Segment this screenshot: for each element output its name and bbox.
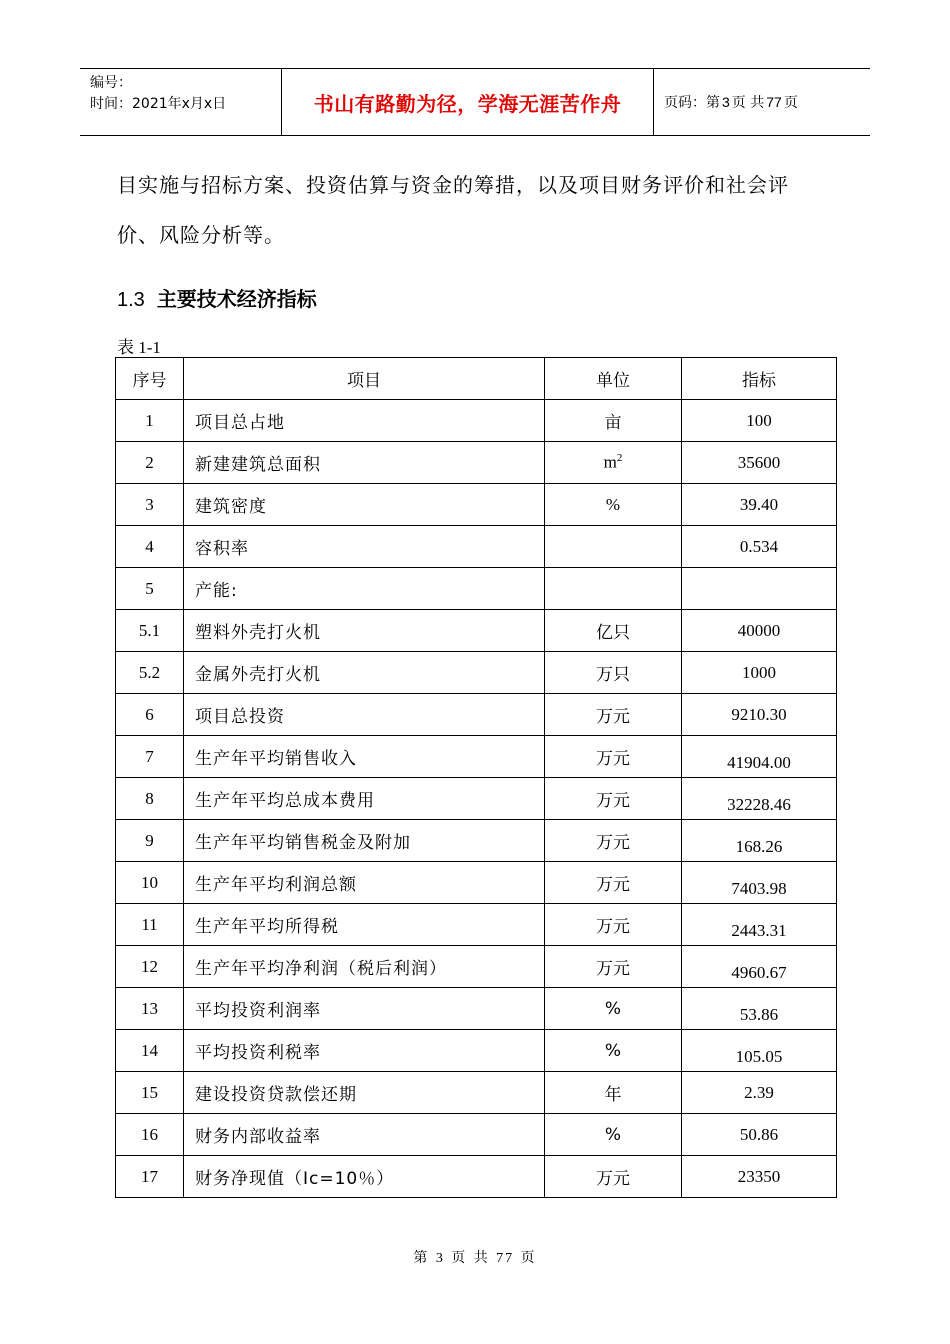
row-value: 41904.00 bbox=[682, 736, 837, 778]
row-item: 新建建筑总面积 bbox=[184, 442, 545, 484]
row-item: 平均投资利润率 bbox=[184, 988, 545, 1030]
row-no: 6 bbox=[116, 694, 184, 736]
table-row bbox=[116, 442, 837, 484]
row-unit: 亿只 bbox=[545, 610, 682, 652]
row-no: 15 bbox=[116, 1072, 184, 1114]
row-item: 项目总投资 bbox=[184, 694, 545, 736]
row-value: 2.39 bbox=[682, 1072, 837, 1114]
row-no: 5.2 bbox=[116, 652, 184, 694]
footer-prefix: 第 bbox=[413, 1250, 430, 1266]
table-row bbox=[116, 988, 837, 1030]
table-row bbox=[116, 1072, 837, 1114]
table-row bbox=[116, 694, 837, 736]
header-code-label: 编号： bbox=[90, 75, 132, 91]
row-unit: % bbox=[545, 988, 682, 1030]
header-page-mid: 页 共 bbox=[731, 95, 765, 111]
row-unit bbox=[545, 526, 682, 568]
row-no: 12 bbox=[116, 946, 184, 988]
table-caption: 表 1-1 bbox=[117, 338, 161, 357]
row-value: 2443.31 bbox=[682, 904, 837, 946]
page-footer bbox=[0, 1247, 950, 1267]
header-page-prefix: 页码：第 bbox=[664, 95, 720, 111]
row-unit: 万只 bbox=[545, 652, 682, 694]
row-no: 9 bbox=[116, 820, 184, 862]
row-item: 金属外壳打火机 bbox=[184, 652, 545, 694]
row-unit: 年 bbox=[545, 1072, 682, 1114]
header-value: 指标 bbox=[682, 358, 837, 400]
row-unit: 万元 bbox=[545, 736, 682, 778]
header-page-current: 3 bbox=[722, 94, 730, 110]
row-value: 40000 bbox=[682, 610, 837, 652]
table-row bbox=[116, 778, 837, 820]
row-unit: % bbox=[545, 1114, 682, 1156]
table-row bbox=[116, 904, 837, 946]
row-value: 39.40 bbox=[682, 484, 837, 526]
table-row bbox=[116, 1156, 837, 1198]
row-item: 平均投资利税率 bbox=[184, 1030, 545, 1072]
table-row bbox=[116, 1114, 837, 1156]
row-no: 3 bbox=[116, 484, 184, 526]
row-unit: 万元 bbox=[545, 694, 682, 736]
row-unit bbox=[545, 442, 682, 484]
row-no: 8 bbox=[116, 778, 184, 820]
header-page-info bbox=[654, 69, 870, 135]
row-no: 5 bbox=[116, 568, 184, 610]
header-page-suffix: 页 bbox=[783, 95, 798, 111]
row-unit: 亩 bbox=[545, 400, 682, 442]
row-no: 5.1 bbox=[116, 610, 184, 652]
row-item: 财务内部收益率 bbox=[184, 1114, 545, 1156]
row-unit: 万元 bbox=[545, 1156, 682, 1198]
row-item: 财务净现值（Ic=10％） bbox=[184, 1156, 545, 1198]
header-item: 项目 bbox=[184, 358, 545, 400]
unit-base: m bbox=[603, 452, 617, 472]
table-row bbox=[116, 736, 837, 778]
row-item: 生产年平均总成本费用 bbox=[184, 778, 545, 820]
row-unit: 万元 bbox=[545, 820, 682, 862]
row-item: 项目总占地 bbox=[184, 400, 545, 442]
table-row bbox=[116, 400, 837, 442]
row-value: 32228.46 bbox=[682, 778, 837, 820]
table-row bbox=[116, 862, 837, 904]
row-item: 建设投资贷款偿还期 bbox=[184, 1072, 545, 1114]
row-no: 16 bbox=[116, 1114, 184, 1156]
indicators-table bbox=[115, 357, 837, 1198]
row-unit: 万元 bbox=[545, 862, 682, 904]
section-number: 1.3 bbox=[117, 289, 145, 311]
row-value: 168.26 bbox=[682, 820, 837, 862]
row-unit: 万元 bbox=[545, 904, 682, 946]
footer-suffix: 页 bbox=[520, 1250, 537, 1266]
row-value bbox=[682, 568, 837, 610]
table-row bbox=[116, 1030, 837, 1072]
row-value: 105.05 bbox=[682, 1030, 837, 1072]
row-item: 塑料外壳打火机 bbox=[184, 610, 545, 652]
row-item: 生产年平均利润总额 bbox=[184, 862, 545, 904]
header-meta bbox=[80, 69, 282, 135]
row-no: 7 bbox=[116, 736, 184, 778]
row-no: 11 bbox=[116, 904, 184, 946]
row-no: 13 bbox=[116, 988, 184, 1030]
row-value: 1000 bbox=[682, 652, 837, 694]
row-unit: 万元 bbox=[545, 946, 682, 988]
row-item: 生产年平均净利润（税后利润） bbox=[184, 946, 545, 988]
row-unit: 万元 bbox=[545, 778, 682, 820]
row-unit bbox=[545, 568, 682, 610]
header-no: 序号 bbox=[116, 358, 184, 400]
footer-mid: 页 共 bbox=[451, 1250, 490, 1266]
row-value: 9210.30 bbox=[682, 694, 837, 736]
section-heading bbox=[117, 283, 317, 312]
row-item: 建筑密度 bbox=[184, 484, 545, 526]
row-item: 生产年平均销售税金及附加 bbox=[184, 820, 545, 862]
row-no: 14 bbox=[116, 1030, 184, 1072]
row-value: 7403.98 bbox=[682, 862, 837, 904]
footer-page-total: 77 bbox=[496, 1251, 515, 1266]
intro-line-2: 价、风险分析等。 bbox=[117, 223, 285, 247]
row-unit: % bbox=[545, 1030, 682, 1072]
table-row bbox=[116, 820, 837, 862]
table-row bbox=[116, 526, 837, 568]
section-title: 主要技术经济指标 bbox=[156, 287, 317, 311]
row-value: 4960.67 bbox=[682, 946, 837, 988]
row-value: 53.86 bbox=[682, 988, 837, 1030]
row-item: 生产年平均所得税 bbox=[184, 904, 545, 946]
unit-superscript: 2 bbox=[616, 452, 623, 465]
page-header bbox=[80, 68, 870, 136]
footer-page-current: 3 bbox=[435, 1251, 445, 1266]
row-value: 23350 bbox=[682, 1156, 837, 1198]
table-row bbox=[116, 610, 837, 652]
header-page-total: 77 bbox=[766, 94, 782, 110]
intro-line-1: 目实施与招标方案、投资估算与资金的筹措，以及项目财务评价和社会评 bbox=[117, 173, 789, 197]
row-item: 产能: bbox=[184, 568, 545, 610]
header-unit: 单位 bbox=[545, 358, 682, 400]
row-no: 2 bbox=[116, 442, 184, 484]
table-row bbox=[116, 568, 837, 610]
table-row bbox=[116, 652, 837, 694]
row-item: 容积率 bbox=[184, 526, 545, 568]
header-motto: 书山有路勤为径，学海无涯苦作舟 bbox=[282, 69, 654, 135]
row-value: 35600 bbox=[682, 442, 837, 484]
row-value: 100 bbox=[682, 400, 837, 442]
row-no: 4 bbox=[116, 526, 184, 568]
row-value: 50.86 bbox=[682, 1114, 837, 1156]
row-no: 17 bbox=[116, 1156, 184, 1198]
table-row bbox=[116, 946, 837, 988]
header-time-label: 时间：2021年x月x日 bbox=[90, 96, 227, 112]
table-header-row bbox=[116, 358, 837, 400]
row-value: 0.534 bbox=[682, 526, 837, 568]
row-no: 1 bbox=[116, 400, 184, 442]
table-row bbox=[116, 484, 837, 526]
row-unit: % bbox=[545, 484, 682, 526]
row-no: 10 bbox=[116, 862, 184, 904]
row-item: 生产年平均销售收入 bbox=[184, 736, 545, 778]
